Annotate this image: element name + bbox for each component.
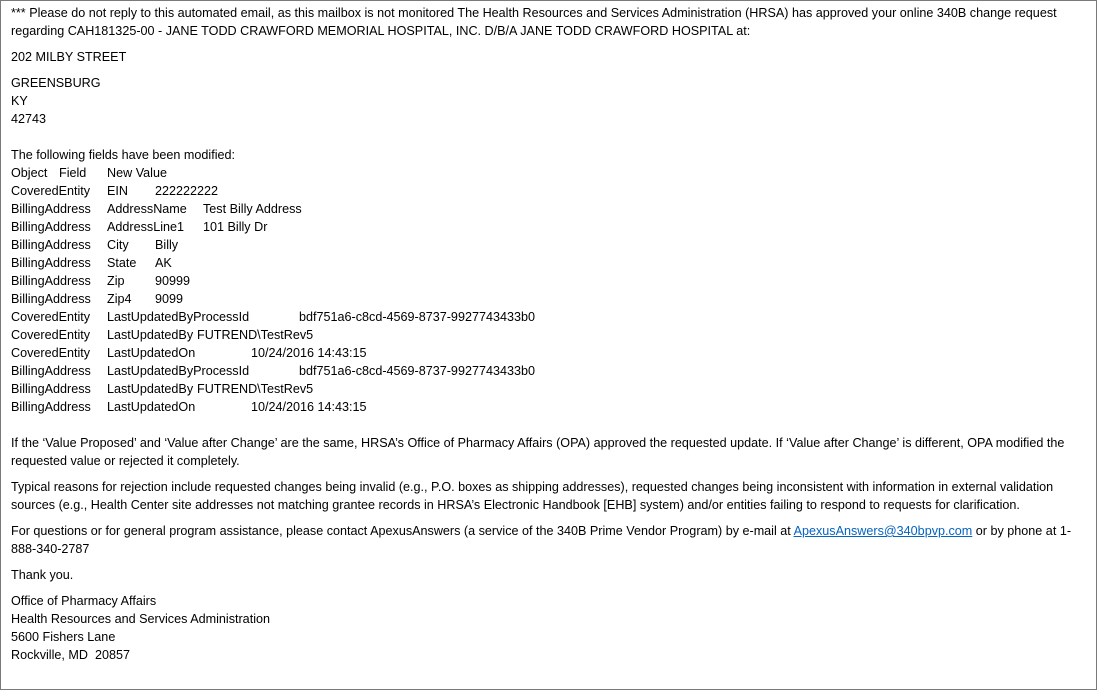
intro-paragraph: *** Please do not reply to this automated email, as this mailbox is not monitored The Health Resources and Services Administration (HRSA) has approved your online 340B change request regarding CAH181325-00 - JANE TODD CRAWFORD MEMORIAL HOSPITAL, INC. D/B/A JANE TODD CRAWFORD HOSPITAL at: (11, 6, 1057, 38)
table-row (11, 308, 1090, 326)
header-object: Object (11, 166, 48, 180)
row-value: 10/24/2016 14:43:15 (251, 346, 367, 360)
row-value: FUTREND\TestRev5 (197, 382, 314, 396)
row-value: bdf751a6-c8cd-4569-8737-9927743433b0 (299, 310, 535, 324)
row-field: LastUpdatedByProcessId (107, 310, 250, 324)
table-row (11, 326, 1090, 344)
apexus-email-link[interactable]: ApexusAnswers@340bpvp.com (793, 524, 973, 538)
row-value: 222222222 (155, 184, 219, 198)
header-new-value: New Value (107, 166, 167, 180)
row-field: LastUpdatedBy (107, 328, 194, 342)
row-object: BillingAddress (11, 202, 91, 216)
row-object: CoveredEntity (11, 184, 91, 198)
row-field: Zip (107, 274, 125, 288)
email-content (11, 4, 1090, 664)
thanks-text: Thank you. (11, 568, 74, 582)
row-object: CoveredEntity (11, 310, 91, 324)
row-object: CoveredEntity (11, 328, 91, 342)
row-object: BillingAddress (11, 220, 91, 234)
header-field: Field (59, 166, 87, 180)
row-object: CoveredEntity (11, 346, 91, 360)
address-state: KY (11, 94, 28, 108)
row-object: BillingAddress (11, 256, 91, 270)
table-row (11, 398, 1090, 416)
signature-line: Rockville, MD 20857 (11, 648, 130, 662)
row-field: LastUpdatedOn (107, 346, 196, 360)
table-row (11, 272, 1090, 290)
row-value: 90999 (155, 274, 191, 288)
row-value: 101 Billy Dr (203, 220, 268, 234)
table-row (11, 182, 1090, 200)
row-field: LastUpdatedOn (107, 400, 196, 414)
row-value: 9099 (155, 292, 184, 306)
modified-heading: The following fields have been modified: (11, 148, 236, 162)
row-field: EIN (107, 184, 128, 198)
contact-paragraph (11, 522, 1090, 558)
row-field: LastUpdatedByProcessId (107, 364, 250, 378)
rejection-reasons: Typical reasons for rejection include requested changes being invalid (e.g., P.O. boxes as shipping addresses), requested changes being inconsistent with information in external validation sources (e.g., Health Center site addresses not matching grantee records in HRSA’s Electronic Handbook [EHB] system) and/or entities failing to respond to requests for clarification. (11, 480, 1054, 512)
row-field: Zip4 (107, 292, 132, 306)
signature-line: Health Resources and Services Administration (11, 612, 270, 626)
row-object: BillingAddress (11, 274, 91, 288)
row-object: BillingAddress (11, 382, 91, 396)
modified-fields-table (11, 182, 1090, 416)
row-field: LastUpdatedBy (107, 382, 194, 396)
address-street: 202 MILBY STREET (11, 50, 127, 64)
row-object: BillingAddress (11, 400, 91, 414)
table-row (11, 290, 1090, 308)
signature-line: Office of Pharmacy Affairs (11, 594, 157, 608)
table-row (11, 254, 1090, 272)
row-value: Test Billy Address (203, 202, 302, 216)
table-row (11, 380, 1090, 398)
values-explanation: If the ‘Value Proposed’ and ‘Value after Change’ are the same, HRSA’s Office of Pharmacy Affairs (OPA) approved the requested update. If ‘Value after Change’ is different, OPA modified the requested value or rejected it completely. (11, 436, 1065, 468)
table-row (11, 344, 1090, 362)
table-row (11, 218, 1090, 236)
signature-line: 5600 Fishers Lane (11, 630, 116, 644)
table-row (11, 236, 1090, 254)
contact-text-before: For questions or for general program assistance, please contact ApexusAnswers (a service of the 340B Prime Vendor Program) by e-mail at (11, 524, 794, 538)
address-zip: 42743 (11, 112, 47, 126)
row-field: AddressLine1 (107, 220, 185, 234)
row-value: FUTREND\TestRev5 (197, 328, 314, 342)
row-value: bdf751a6-c8cd-4569-8737-9927743433b0 (299, 364, 535, 378)
contact-text-after: or by phone at 1-888-340-2787 (11, 524, 1072, 556)
table-header (11, 164, 1090, 182)
table-row (11, 200, 1090, 218)
row-field: State (107, 256, 137, 270)
row-object: BillingAddress (11, 364, 91, 378)
table-row (11, 362, 1090, 380)
row-object: BillingAddress (11, 238, 91, 252)
row-value: 10/24/2016 14:43:15 (251, 400, 367, 414)
row-value: Billy (155, 238, 179, 252)
row-value: AK (155, 256, 172, 270)
row-field: City (107, 238, 129, 252)
row-object: BillingAddress (11, 292, 91, 306)
address-city: GREENSBURG (11, 76, 101, 90)
row-field: AddressName (107, 202, 187, 216)
